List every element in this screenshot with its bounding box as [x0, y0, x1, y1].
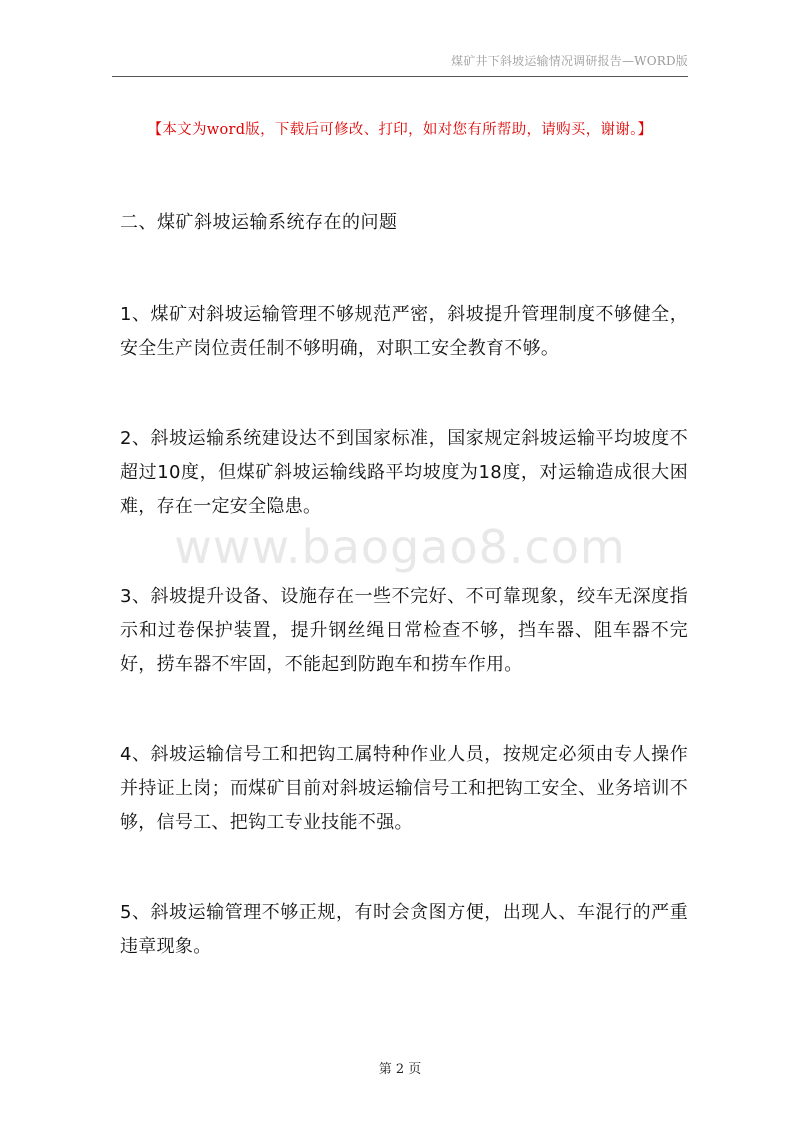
- page-number: 第 2 页: [378, 1062, 422, 1077]
- paragraph-1: 1、煤矿对斜坡运输管理不够规范严密，斜坡提升管理制度不够健全，安全生产岗位责任制不够明确，对职工安全教育不够。: [120, 304, 688, 359]
- page-header: [112, 52, 688, 77]
- purchase-notice: 【本文为word版，下载后可修改、打印，如对您有所帮助，请购买，谢谢。】: [147, 122, 653, 138]
- section-heading: 二、煤矿斜坡运输系统存在的问题: [120, 212, 398, 233]
- watermark: www.baogao8.com: [174, 520, 626, 574]
- paragraph-2: 2、斜坡运输系统建设达不到国家标准，国家规定斜坡运输平均坡度不超过10度，但煤矿斜坡运输线路平均坡度为18度，对运输造成很大困难，存在一定安全隐患。: [120, 428, 688, 517]
- paragraph-4: 4、斜坡运输信号工和把钩工属特种作业人员，按规定必须由专人操作并持证上岗；而煤矿目前对斜坡运输信号工和把钩工安全、业务培训不够，信号工、把钩工专业技能不强。: [120, 744, 688, 833]
- document-title: 煤矿井下斜坡运输情况调研报告—WORD版: [451, 54, 688, 68]
- document-body: [120, 206, 688, 964]
- paragraph-3: 3、斜坡提升设备、设施存在一些不完好、不可靠现象，绞车无深度指示和过卷保护装置，提升钢丝绳日常检查不够，挡车器、阻车器不完好，捞车器不牢固，不能起到防跑车和捞车作用。: [120, 586, 688, 675]
- paragraph-5: 5、斜坡运输管理不够正规，有时会贪图方便，出现人、车混行的严重违章现象。: [120, 902, 688, 957]
